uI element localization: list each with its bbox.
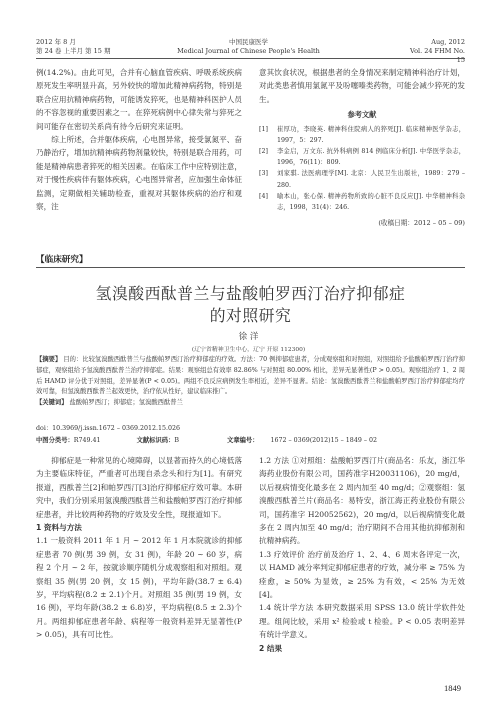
section-rule bbox=[36, 267, 465, 268]
page-number: 1849 bbox=[444, 683, 461, 693]
keywords: 盐酸帕罗西汀；抑郁症；氢溴酸西酞普兰 bbox=[69, 399, 183, 407]
article-affiliation: (辽宁省精神卫生中心，辽宁 开原 112300) bbox=[191, 347, 306, 353]
subsection-1-2: 1.2 方法 ①对照组：盐酸帕罗西汀片(商品名：乐友，浙江华海药业股份有限公司，国药准字H20031106)，20 mg/d，以后视病情变化最多在 2 周内加至 40 mg/d；②观察组：氢溴酸西酞普兰片(商品名：易特安，浙江海正药业股份有限公司，国药准字 H20052562)，20 mg/d，以后视病情变化最多在 2 周内加至 40 mg/d；治疗期间不合用其他抗抑郁剂和抗精神病药。 bbox=[259, 456, 465, 546]
abstract bbox=[36, 355, 465, 409]
intro-paragraph: 抑郁症是一种常见的心境障碍，以显著而持久的心境低落为主要临床特征，严重者可出现自杀念头和行为[1]。有研究报道，西酞普兰[2]和帕罗西汀[3]治疗抑郁症疗效可靠。本研究中，我们分别采用氢溴酸西酞普兰和盐酸帕罗西汀治疗抑郁症患者，并比较两种药物的疗效及安全性，现报道如下。 bbox=[36, 456, 242, 519]
doi-line bbox=[36, 424, 180, 435]
subsection-1-3: 1.3 疗效评价 治疗前及治疗 1、2、4、6 周末各评定一次，以 HAMD 减分率判定抑郁症患者的疗效，减分率 ≥ 75% 为痊愈，≥ 50% 为显效，≥ 25% 为有效，< 25% 为无效[4]。 bbox=[259, 549, 465, 600]
journal-date-en: Aug, 2012 bbox=[431, 38, 465, 46]
body-left-column bbox=[36, 454, 242, 642]
journal-date-volume bbox=[36, 38, 110, 56]
abstract-label: 【摘要】 bbox=[36, 356, 62, 363]
header-rule bbox=[36, 58, 465, 59]
subsection-1-1: 1.1 一般资料 2011 年 1 月 ~ 2012 年 1 月本院就诊的抑郁症患者 70 例(男 39 例，女 31 例)，年龄 20 ~ 60 岁，病程 2 个月 ~ 2 年，按就诊顺序随机分成观察组和对照组。观察组 35 例(男 20 例，女 15 例)，平均年龄(38.7 ± 6.4)岁，平均病程(8.2 ± 2.1)个月。对照组 35 例(男 19 例，女 16 例)，平均年龄(38.2 ± 6.8)岁，平均病程(8.5 ± 2.3)个月。两组抑郁症患者年龄、病程等一般资料差异无显著性(P > 0.05)，具有可比性。 bbox=[36, 536, 242, 640]
prev-article-right-column bbox=[259, 66, 465, 231]
article-title-line1: 氢溴酸西酞普兰与盐酸帕罗西汀治疗抑郁症 bbox=[95, 284, 406, 303]
reference-item bbox=[259, 146, 465, 168]
prev-paragraph: 例(14.2%)。由此可见，合并有心脑血管疾病、呼吸系统疾病原死发生率明显升高，另外较快的增加此精神病药物，特别是联合应用抗精神病药物，可能诱发猝死，也是精神科医护人员的不容忽视的重要因素之一。在猝死病例中心律失常与猝死之间可能存在密切关系尚有待今后研究来证明。 bbox=[36, 68, 242, 131]
references-title: 参考文献 bbox=[347, 110, 377, 120]
body-right-column bbox=[259, 454, 465, 655]
article-no-label: 文章编号： bbox=[227, 437, 259, 444]
reference-text: 喻本山，张心保. 精神药物所致的心脏不良反应[J]. 中华精神科杂志，1998，31(4)：246. bbox=[277, 192, 465, 212]
doi: 10.3969/j.issn.1672 – 0369.2012.15.026 bbox=[52, 425, 181, 432]
doc-code-label: 文献标识码： bbox=[136, 437, 175, 444]
classification-line bbox=[36, 436, 377, 447]
journal-name-block bbox=[150, 38, 347, 56]
reference-number: [2] bbox=[259, 148, 268, 156]
reference-number: [4] bbox=[259, 192, 268, 200]
article-no: 1672 – 0369(2012)15 – 1849 – 02 bbox=[270, 437, 377, 444]
subsection-1-4: 1.4 统计学方法 本研究数据采用 SPSS 13.0 统计学软件处理。组间比较，采用 x² 检验或 t 检验。P < 0.05 表明差异有统计学意义。 bbox=[259, 603, 465, 640]
heading-2: 2 结果 bbox=[259, 643, 283, 653]
reference-item bbox=[259, 124, 465, 146]
clc-label: 中图分类号： bbox=[36, 437, 74, 444]
journal-name-en: Medical Journal of Chinese People's Health bbox=[177, 47, 320, 55]
reference-number: [1] bbox=[259, 125, 268, 133]
journal-date: 2012 年 8 月 bbox=[36, 38, 76, 46]
reference-text: 刘家骐. 法医病理学[M]. 北京：人民卫生出版社，1989：279 – 280. bbox=[277, 170, 465, 189]
reference-text: 李金启，万文东. 抗外科病例 814 例临床分析[J]. 中华医学杂志，1996，76(11)：809. bbox=[277, 148, 465, 167]
prev-paragraph: 意其饮食状况，根据患者的全身情况来制定精神科治疗计划，对此类患者慎用氯氮平及吩噻嗪类药物，可能会减少猝死的发生。 bbox=[259, 68, 465, 104]
journal-volume-en: Vol. 24 FHM No. 15 bbox=[409, 47, 465, 64]
clc: R749.41 bbox=[73, 437, 101, 444]
reference-item bbox=[259, 191, 465, 213]
prev-paragraph: 综上所述，合并躯体疾病，心电图异常，接受氯氮平、奋乃静治疗，增加抗精神病药物剂量较快，特别是联合用药，可能是精神病患者猝死的相关因素。在临床工作中应特别注意，对于慢性疾病伴有躯体疾病，心电图异常者，应加强生命体征监测，定期做相关辅助检查，重视对其躯体疾病的治疗和观察，注 bbox=[36, 135, 242, 212]
reference-number: [3] bbox=[259, 170, 268, 178]
reference-text: 崔厚功，李晓英. 精神科住院病人的猝死[J]. 临床精神医学杂志，1997，5：297. bbox=[277, 125, 465, 144]
doi-label: doi： bbox=[36, 425, 53, 432]
journal-name-cn: 中国民康医学 bbox=[229, 38, 268, 46]
abstract-text: 目的：比较氢溴酸西酞普兰与盐酸帕罗西汀治疗抑郁症的疗效。方法：70 例抑郁症患者，分成观察组和对照组，对照组给予盐酸帕罗西汀治疗抑郁症，观察组给予氢溴酸西酞普兰治疗抑郁症。结果：观察组总有效率 82.86% 与对照组 80.00% 相比，差异无显著性(P > 0.05)。观察组治疗 1、2 周后 HAMD 评分优于对照组，差异显著(P < 0.05)。两组不良反应病例发生率相近，差异不显著。结论：氢溴酸西酞普兰和盐酸帕罗西汀治疗抑郁症均疗效可靠，但氢溴酸西酞普兰起效更快，治疗依从性好，建议临床推广。 bbox=[36, 356, 466, 396]
keywords-label: 【关键词】 bbox=[36, 399, 68, 407]
section-tag: 【临床研究】 bbox=[36, 255, 88, 265]
doc-code: B bbox=[174, 437, 179, 444]
keywords-line bbox=[36, 398, 465, 409]
reference-item bbox=[259, 168, 465, 190]
prev-article-left-column bbox=[36, 66, 242, 213]
article-title-line2: 的对照研究 bbox=[209, 306, 292, 325]
received-date: (收稿日期：2012 – 05 – 09) bbox=[378, 219, 465, 228]
article-author: 徐 洋 bbox=[238, 332, 259, 342]
journal-date-volume-en bbox=[405, 38, 465, 65]
journal-volume-issue: 第 24 卷 上半月 第 15 期 bbox=[36, 47, 111, 55]
heading-1: 1 资料与方法 bbox=[36, 523, 82, 533]
